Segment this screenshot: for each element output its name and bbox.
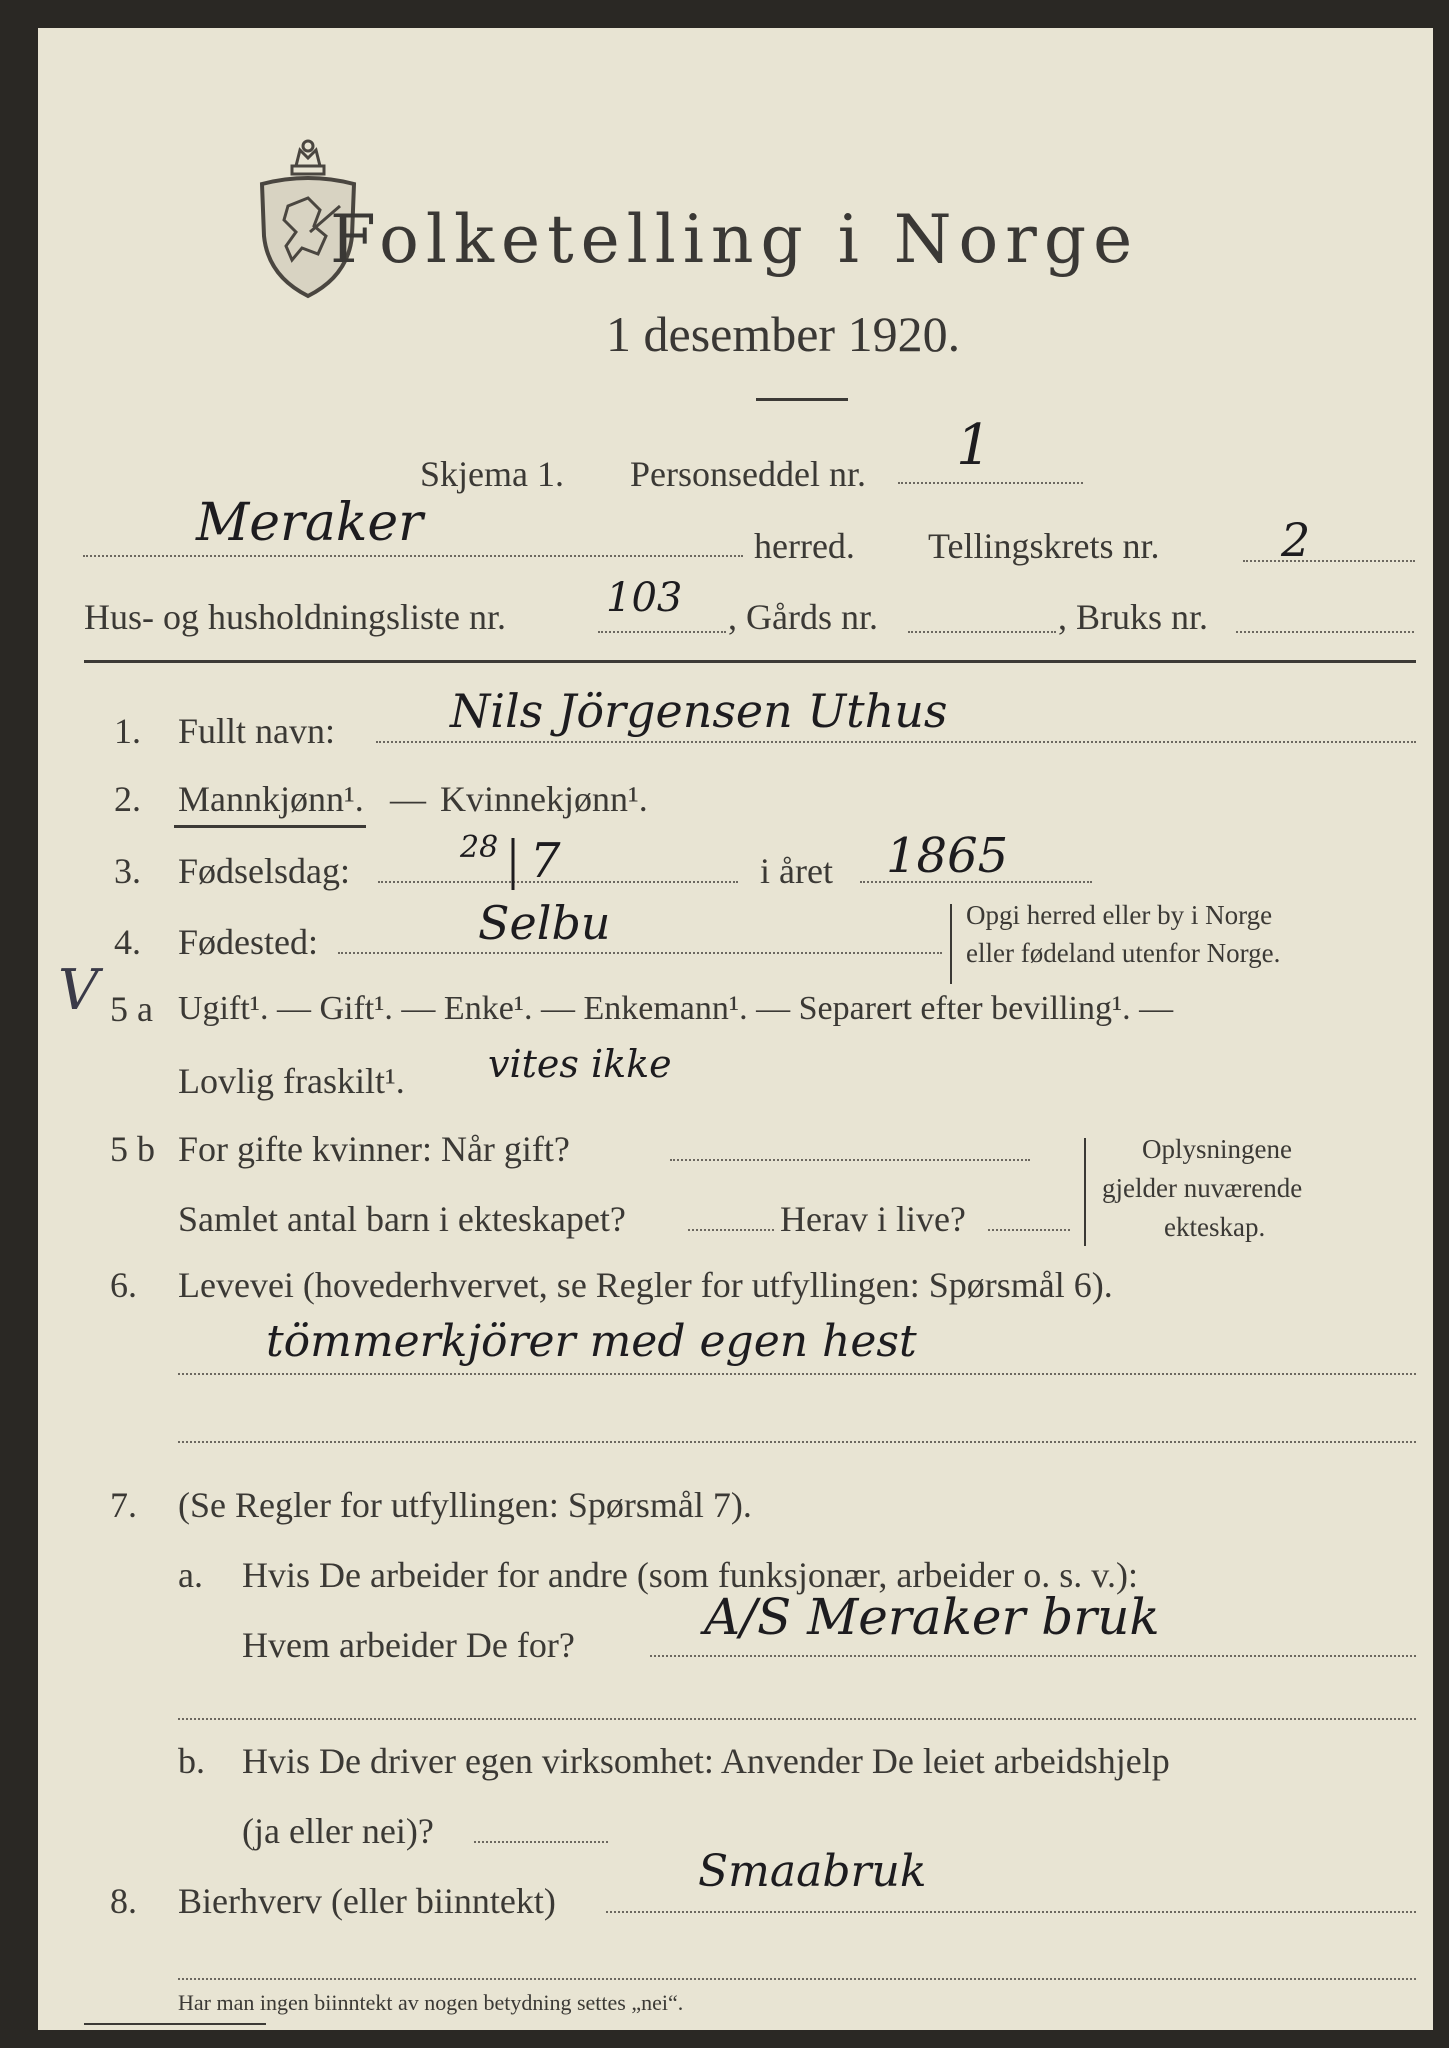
date-slash-mark [501, 836, 525, 894]
q5b-note-line2: gjelder nuværende [1102, 1173, 1303, 1203]
side-income-field-line [606, 1911, 1416, 1913]
occupation-value[interactable]: tömmerkjörer med egen hest [266, 1316, 917, 1367]
employer-value[interactable]: A/S Meraker bruk [704, 1588, 1160, 1646]
year-label: i året [760, 851, 833, 891]
husliste-value[interactable]: 103 [606, 575, 683, 621]
gender-separator: — [390, 779, 426, 819]
marital-status-value[interactable]: vites ikke [488, 1042, 672, 1086]
q5b-note-line1: Oplysningene [1142, 1134, 1292, 1164]
census-date: 1 desember 1920. [606, 306, 961, 362]
birthplace-field-line [338, 952, 942, 954]
census-form-page [38, 28, 1433, 2030]
birthplace-value[interactable]: Selbu [478, 896, 611, 950]
skjema-label: Skjema 1. [420, 454, 564, 494]
q7a-letter: a. [178, 1555, 203, 1595]
q6-number: 6. [110, 1265, 137, 1305]
marital-status-options[interactable]: Ugift¹. — Gift¹. — Enke¹. — Enkemann¹. — Separert efter bevilling¹. — [178, 990, 1174, 1027]
tellingskrets-value[interactable]: 2 [1281, 513, 1311, 567]
when-married-field-line [670, 1159, 1030, 1161]
q7b-letter: b. [178, 1741, 205, 1781]
q1-label: Fullt navn: [178, 711, 336, 751]
q4-note-brace [950, 904, 955, 984]
tellingskrets-label: Tellingskrets nr. [928, 526, 1160, 566]
children-total-field-line [688, 1229, 774, 1231]
form-title: Folketelling i Norge [330, 201, 1140, 278]
gards-field-line [908, 631, 1056, 633]
q7-number: 7. [110, 1485, 137, 1525]
margin-check-mark: V [58, 958, 99, 1023]
q4-number: 4. [114, 922, 141, 962]
q4-note-line1: Opgi herred eller by i Norge [966, 900, 1273, 930]
male-underline [174, 825, 366, 828]
bruks-label: , Bruks nr. [1058, 597, 1209, 637]
q5a-number: 5 a [110, 989, 153, 1029]
q7a-employer-label: Hvem arbeider De for? [242, 1625, 575, 1665]
gards-label: , Gårds nr. [728, 597, 878, 637]
occupation-field-line-2 [178, 1441, 1416, 1443]
hired-help-field-line [474, 1841, 608, 1843]
birth-year-value[interactable]: 1865 [886, 828, 1009, 884]
q3-number: 3. [114, 851, 141, 891]
children-alive-label: Herav i live? [780, 1199, 966, 1239]
q8-number: 8. [110, 1881, 137, 1921]
children-alive-field-line [988, 1229, 1070, 1231]
husliste-field-line [598, 631, 726, 633]
herred-field-line [83, 555, 743, 557]
bottom-left-rule [84, 2023, 266, 2025]
q4-label: Fødested: [178, 922, 318, 962]
male-option[interactable]: Mannkjønn¹. [178, 779, 364, 819]
q7b-question: Hvis De driver egen virksomhet: Anvender De leiet arbeidshjelp [242, 1741, 1170, 1781]
q8-label: Bierhverv (eller biinntekt) [178, 1881, 556, 1921]
bruks-field-line [1236, 631, 1414, 633]
children-total-label: Samlet antal barn i ekteskapet? [178, 1199, 626, 1239]
side-income-value[interactable]: Smaabruk [698, 1846, 927, 1897]
q7-label: (Se Regler for utfyllingen: Spørsmål 7). [178, 1485, 752, 1525]
employer-field-line-2 [178, 1718, 1416, 1720]
q1-field-line [376, 741, 1416, 743]
q3-label: Fødselsdag: [178, 851, 351, 891]
birth-month-value[interactable]: 7 [530, 833, 561, 889]
female-option[interactable]: Kvinnekjønn¹. [440, 779, 648, 819]
personseddel-value[interactable]: 1 [956, 413, 992, 478]
footer-note: Har man ingen biinntekt av nogen betydning settes „nei“. [178, 1990, 684, 2015]
herred-label: herred. [754, 526, 855, 566]
q5b-note-line3: ekteskap. [1164, 1212, 1266, 1242]
when-married-label: For gifte kvinner: Når gift? [178, 1129, 570, 1169]
tellingskrets-field-line [1243, 560, 1415, 562]
employer-field-line [650, 1655, 1416, 1657]
q4-note-line2: eller fødeland utenfor Norge. [966, 938, 1281, 968]
husliste-label: Hus- og husholdningsliste nr. [84, 597, 507, 637]
q7a-question: Hvis De arbeider for andre (som funksjonær, arbeider o. s. v.): [242, 1555, 1138, 1595]
q7b-yes-no-label: (ja eller nei)? [242, 1811, 434, 1851]
personseddel-field-line [898, 482, 1083, 484]
q6-label: Levevei (hovederhvervet, se Regler for utfyllingen: Spørsmål 6). [178, 1265, 1113, 1305]
title-divider [756, 398, 848, 401]
q5b-note-brace [1084, 1138, 1089, 1246]
q5b-number: 5 b [110, 1129, 155, 1169]
full-name-value[interactable]: Nils Jörgensen Uthus [450, 684, 948, 738]
q1-number: 1. [114, 711, 141, 751]
personseddel-label: Personseddel nr. [630, 454, 866, 494]
header-divider [84, 660, 1416, 663]
divorced-option[interactable]: Lovlig fraskilt¹. [178, 1061, 405, 1101]
herred-value[interactable]: Meraker [196, 493, 424, 553]
q2-number: 2. [114, 779, 141, 819]
occupation-field-line-1 [178, 1373, 1416, 1375]
side-income-field-line-2 [178, 1978, 1416, 1980]
birth-day-value[interactable]: 28 [460, 830, 499, 865]
